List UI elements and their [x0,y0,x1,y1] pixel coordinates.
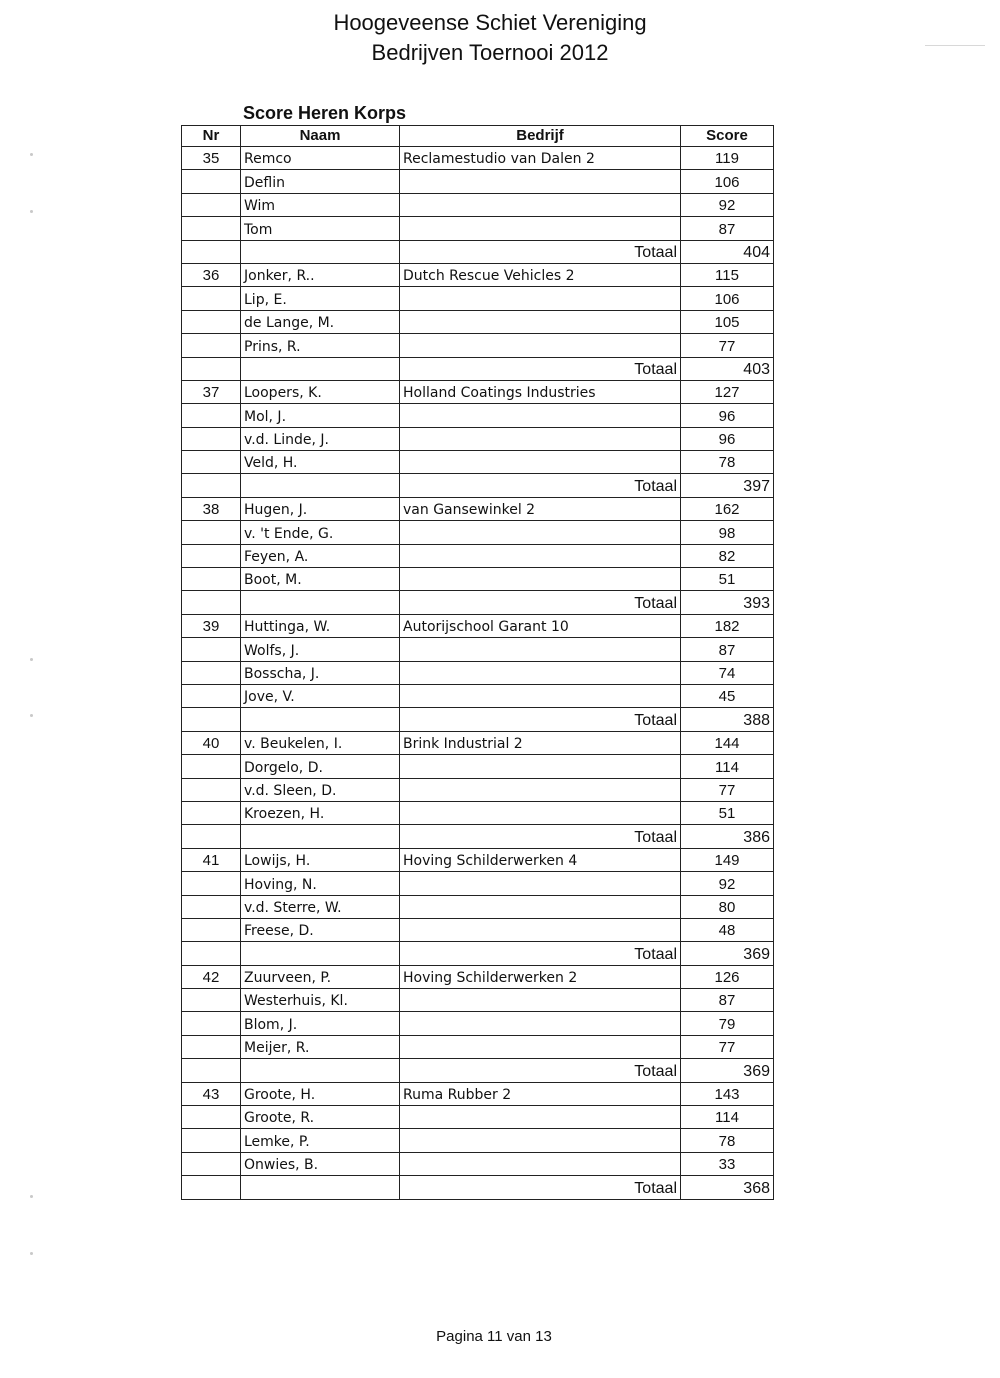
table-row [182,989,774,1012]
table-row [182,1129,774,1152]
team-number [182,521,241,544]
member-name: Dorgelo, D. [241,755,400,778]
company-name [400,217,681,240]
team-number [182,1106,241,1129]
company-name [400,544,681,567]
total-label: Totaal [400,942,681,965]
scan-artifact-dot [30,714,33,717]
member-score: 87 [681,217,774,240]
member-score: 149 [681,848,774,871]
table-row [182,1035,774,1058]
member-score: 98 [681,521,774,544]
team-number [182,684,241,707]
table-row [182,404,774,427]
team-number [182,801,241,824]
member-score: 119 [681,147,774,170]
member-name: Kroezen, H. [241,801,400,824]
empty-cell [182,357,241,380]
member-name: Meijer, R. [241,1035,400,1058]
total-label: Totaal [400,591,681,614]
empty-cell [182,708,241,731]
total-row [182,708,774,731]
member-score: 114 [681,1106,774,1129]
total-label: Totaal [400,240,681,263]
member-name: Bosscha, J. [241,661,400,684]
member-score: 51 [681,568,774,591]
company-name [400,755,681,778]
total-label: Totaal [400,708,681,731]
empty-cell [182,942,241,965]
member-score: 77 [681,334,774,357]
member-score: 33 [681,1152,774,1175]
section-title: Score Heren Korps [243,103,407,123]
team-number [182,638,241,661]
company-name [400,521,681,544]
scan-artifact-dot [30,153,33,156]
total-row [182,1059,774,1082]
member-score: 115 [681,263,774,286]
member-name: Lip, E. [241,287,400,310]
total-row [182,357,774,380]
score-table [181,125,774,1200]
member-score: 48 [681,918,774,941]
company-name [400,895,681,918]
empty-cell [241,240,400,263]
team-number [182,1035,241,1058]
table-row [182,497,774,520]
team-total: 386 [681,825,774,848]
member-score: 105 [681,310,774,333]
member-score: 77 [681,1035,774,1058]
company-name [400,334,681,357]
scan-artifact-dot [30,1252,33,1255]
company-name [400,287,681,310]
member-name: Freese, D. [241,918,400,941]
team-total: 397 [681,474,774,497]
member-name: v. Beukelen, I. [241,731,400,754]
total-label: Totaal [400,357,681,380]
company-name [400,451,681,474]
table-row [182,614,774,637]
member-name: Deflin [241,170,400,193]
empty-cell [241,708,400,731]
member-name: Hugen, J. [241,497,400,520]
column-header-naam: Naam [241,126,400,147]
member-score: 96 [681,404,774,427]
member-score: 182 [681,614,774,637]
company-name [400,310,681,333]
team-total: 369 [681,942,774,965]
table-row [182,217,774,240]
score-table-body [182,147,774,1200]
company-name [400,778,681,801]
empty-cell [241,591,400,614]
member-name: Onwies, B. [241,1152,400,1175]
table-row [182,1012,774,1035]
member-name: de Lange, M. [241,310,400,333]
company-name [400,989,681,1012]
table-row [182,778,774,801]
table-row [182,895,774,918]
scan-artifact-dot [30,658,33,661]
company-name [400,427,681,450]
member-score: 78 [681,451,774,474]
member-name: Hoving, N. [241,872,400,895]
team-number [182,778,241,801]
team-number [182,895,241,918]
team-number [182,334,241,357]
member-name: Tom [241,217,400,240]
member-name: Remco [241,147,400,170]
scan-artifact-dot [30,210,33,213]
total-label: Totaal [400,825,681,848]
member-score: 45 [681,684,774,707]
team-total: 393 [681,591,774,614]
empty-cell [241,942,400,965]
empty-cell [241,825,400,848]
company-name [400,1152,681,1175]
empty-cell [182,474,241,497]
team-number [182,427,241,450]
table-row [182,193,774,216]
company-name: Reclamestudio van Dalen 2 [400,147,681,170]
team-total: 369 [681,1059,774,1082]
member-score: 106 [681,287,774,310]
total-row [182,591,774,614]
team-number [182,544,241,567]
table-header-row [182,126,774,147]
team-number: 40 [182,731,241,754]
team-total: 403 [681,357,774,380]
company-name: Ruma Rubber 2 [400,1082,681,1105]
company-name [400,568,681,591]
member-score: 87 [681,989,774,1012]
total-label: Totaal [400,1059,681,1082]
member-score: 162 [681,497,774,520]
member-name: v.d. Sleen, D. [241,778,400,801]
total-label: Totaal [400,474,681,497]
member-score: 92 [681,193,774,216]
member-name: Lemke, P. [241,1129,400,1152]
team-total: 368 [681,1176,774,1199]
table-row [182,544,774,567]
team-number [182,287,241,310]
table-row [182,147,774,170]
empty-cell [241,357,400,380]
team-number [182,1012,241,1035]
team-number [182,755,241,778]
member-score: 144 [681,731,774,754]
table-row [182,661,774,684]
table-row [182,451,774,474]
table-row [182,568,774,591]
table-row [182,918,774,941]
member-name: Westerhuis, Kl. [241,989,400,1012]
company-name [400,872,681,895]
member-name: v.d. Linde, J. [241,427,400,450]
total-label: Totaal [400,1176,681,1199]
team-number: 39 [182,614,241,637]
member-name: Mol, J. [241,404,400,427]
team-number: 43 [182,1082,241,1105]
company-name: Brink Industrial 2 [400,731,681,754]
company-name [400,918,681,941]
member-name: v. 't Ende, G. [241,521,400,544]
total-row [182,240,774,263]
member-name: Boot, M. [241,568,400,591]
member-score: 80 [681,895,774,918]
total-row [182,825,774,848]
team-number [182,918,241,941]
member-score: 87 [681,638,774,661]
member-score: 77 [681,778,774,801]
member-name: Huttinga, W. [241,614,400,637]
team-number [182,1129,241,1152]
member-name: Jove, V. [241,684,400,707]
team-number [182,1152,241,1175]
member-score: 78 [681,1129,774,1152]
empty-cell [182,1059,241,1082]
scan-artifact-dot [30,1195,33,1198]
empty-cell [182,240,241,263]
company-name [400,1012,681,1035]
empty-cell [241,474,400,497]
document-subtitle: Bedrijven Toernooi 2012 [371,40,609,65]
company-name [400,1106,681,1129]
total-row [182,942,774,965]
member-name: Veld, H. [241,451,400,474]
member-name: Lowijs, H. [241,848,400,871]
team-number [182,661,241,684]
company-name [400,1035,681,1058]
member-score: 126 [681,965,774,988]
member-score: 143 [681,1082,774,1105]
table-row [182,638,774,661]
empty-cell [241,1059,400,1082]
member-name: Prins, R. [241,334,400,357]
member-score: 106 [681,170,774,193]
table-row [182,380,774,403]
team-number [182,872,241,895]
member-name: Groote, R. [241,1106,400,1129]
table-row [182,170,774,193]
team-number: 35 [182,147,241,170]
table-row [182,521,774,544]
total-row [182,474,774,497]
table-row [182,731,774,754]
column-header-nr: Nr [182,126,241,147]
table-row [182,965,774,988]
member-name: Feyen, A. [241,544,400,567]
company-name [400,193,681,216]
member-name: Blom, J. [241,1012,400,1035]
team-number: 37 [182,380,241,403]
team-number [182,568,241,591]
member-name: Groote, H. [241,1082,400,1105]
team-number [182,404,241,427]
table-row [182,1082,774,1105]
team-total: 388 [681,708,774,731]
empty-cell [182,1176,241,1199]
member-score: 82 [681,544,774,567]
company-name [400,801,681,824]
table-row [182,1106,774,1129]
company-name: Hoving Schilderwerken 2 [400,965,681,988]
team-number: 41 [182,848,241,871]
member-score: 79 [681,1012,774,1035]
team-number [182,217,241,240]
team-number [182,310,241,333]
empty-cell [182,825,241,848]
team-number [182,193,241,216]
table-row [182,427,774,450]
company-name [400,170,681,193]
member-score: 92 [681,872,774,895]
member-name: Zuurveen, P. [241,965,400,988]
company-name: Dutch Rescue Vehicles 2 [400,263,681,286]
company-name: Holland Coatings Industries [400,380,681,403]
company-name [400,684,681,707]
total-row [182,1176,774,1199]
empty-cell [182,591,241,614]
empty-cell [241,1176,400,1199]
table-row [182,872,774,895]
company-name [400,661,681,684]
team-number [182,451,241,474]
team-total: 404 [681,240,774,263]
company-name [400,638,681,661]
team-number [182,989,241,1012]
company-name [400,404,681,427]
team-number: 38 [182,497,241,520]
column-header-bedrijf: Bedrijf [400,126,681,147]
member-name: Wolfs, J. [241,638,400,661]
team-number [182,170,241,193]
member-score: 114 [681,755,774,778]
member-score: 74 [681,661,774,684]
table-row [182,755,774,778]
member-name: Wim [241,193,400,216]
table-row [182,334,774,357]
member-name: v.d. Sterre, W. [241,895,400,918]
company-name: Autorijschool Garant 10 [400,614,681,637]
member-score: 127 [681,380,774,403]
member-score: 96 [681,427,774,450]
document-title: Hoogeveense Schiet Vereniging [333,10,647,35]
column-header-score: Score [681,126,774,147]
table-row [182,1152,774,1175]
table-row [182,801,774,824]
table-row [182,848,774,871]
scan-artifact-line [925,45,985,46]
page-number: Pagina 11 van 13 [436,1328,552,1345]
table-row [182,263,774,286]
company-name: Hoving Schilderwerken 4 [400,848,681,871]
team-number: 36 [182,263,241,286]
member-score: 51 [681,801,774,824]
table-row [182,287,774,310]
member-name: Loopers, K. [241,380,400,403]
table-row [182,310,774,333]
company-name [400,1129,681,1152]
table-row [182,684,774,707]
member-name: Jonker, R.. [241,263,400,286]
company-name: van Gansewinkel 2 [400,497,681,520]
team-number: 42 [182,965,241,988]
